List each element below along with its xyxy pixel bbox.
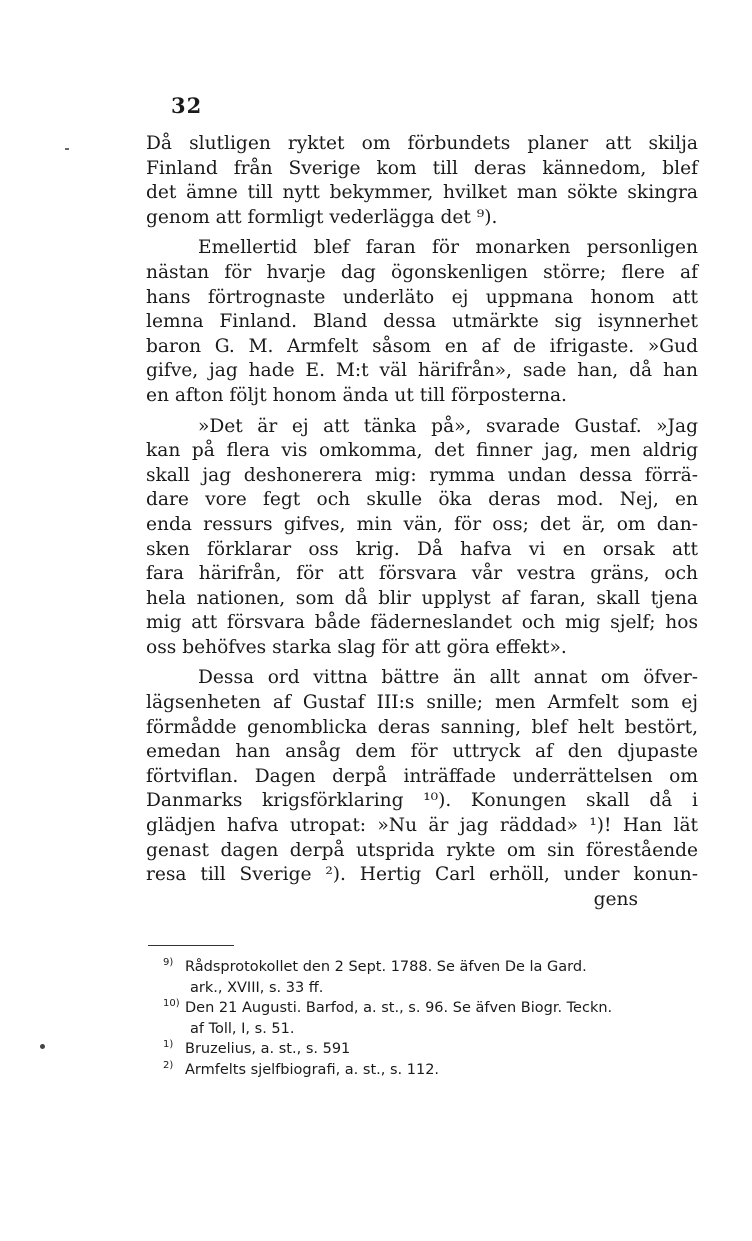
text-line: förtviflan. Dagen derpå inträffade underrättelsen om [146,765,698,787]
text-line: Finland från Sverige kom till deras kännedom, blef [146,157,698,179]
footnote: 9) Rådsprotokollet den 2 Sept. 1788. Se äfven De la Gard. [163,957,587,975]
text-line: kan på flera vis omkomma, det finner jag, men aldrig [146,440,698,462]
text-line: mig att försvara både fäderneslandet och mig sjelf; hos [146,612,698,634]
text-line: gifve, jag hade E. M:t väl härifrån», sade han, då han [146,360,698,382]
text-line: en afton följt honom ända ut till förposterna. [146,384,567,406]
margin-dot [40,1044,45,1049]
text-line: dare vore fegt och skulle öka deras mod. Nej, en [146,489,698,511]
catchword: gens [593,888,638,910]
text-line: Emellertid blef faran för monarken personligen [198,237,698,259]
text-line: oss behöfves starka slag för att göra effekt». [146,636,567,658]
footnote-continuation [163,978,703,999]
footnote-text: Armfelts sjelfbiografi, a. st., s. 112. [185,1061,440,1078]
text-line: lemna Finland. Bland dessa utmärkte sig isynnerhet [146,311,698,333]
text-line: fara härifrån, för att försvara vår vestra gräns, och [146,563,698,585]
footnote: 1) Bruzelius, a. st., s. 591 [163,1039,351,1057]
text-line: det ämne till nytt bekymmer, hvilket man sökte skingra [146,182,698,204]
paragraph [146,415,698,661]
text-line: förmådde genomblicka deras sanning, blef helt bestört, [146,716,698,738]
text-line: Då slutligen ryktet om förbundets planer att skilja [146,133,698,154]
text-line: Danmarks krigsförklaring ¹⁰). Konungen skall då i [146,790,698,812]
text-line: genast dagen derpå utsprida rykte om sin förestående [146,839,698,861]
text-line: enda ressurs gifves, min vän, för oss; det är, om dan- [146,513,698,535]
text-line: lägsenheten af Gustaf III:s snille; men Armfelt som ej [146,692,698,714]
paragraph [146,666,698,912]
footnote-rule [148,945,234,946]
footnote-text: Den 21 Augusti. Barfod, a. st., s. 96. Se äfven Biogr. Teckn. [185,1000,613,1016]
page-number: 32 [171,93,203,118]
text-line: nästan för hvarje dag ögonskenligen större; flere af [146,261,698,283]
text-line: hela nationen, som då blir upplyst af faran, skall tjena [146,587,698,609]
text-line: resa till Sverige ²). Hertig Carl erhöll, under konun- [146,864,698,886]
paragraph [146,236,698,408]
text-line: skall jag deshonerera mig: rymma undan dessa förrä- [146,464,698,486]
footnote: 10) Den 21 Augusti. Barfod, a. st., s. 96. Se äfven Biogr. Teckn. [163,998,613,1016]
footnotes [163,957,703,1080]
text-line: »Det är ej att tänka på», svarade Gustaf. »Jag [198,415,698,437]
text-line: emedan han ansåg dem för uttryck af den djupaste [146,741,698,763]
footnote-text: Rådsprotokollet den 2 Sept. 1788. Se äfven De la Gard. [185,959,587,975]
text-line: glädjen hafva utropat: »Nu är jag räddad» ¹)! Han lät [146,815,698,837]
text-line: hans förtrognaste underläto ej uppmana honom att [146,286,698,308]
footnote-text: ark., XVIII, s. 33 ff. [190,979,324,996]
text-line: genom att formligt vederlägga det ⁹). [146,206,498,228]
footnote: 2) Armfelts sjelfbiografi, a. st., s. 112. [163,1059,440,1078]
footnote-text: Bruzelius, a. st., s. 591 [185,1041,351,1057]
footnote-continuation [163,1019,703,1040]
margin-dash [65,148,69,150]
text-line: Dessa ord vittna bättre än allt annat om öfver- [198,667,698,689]
paragraph [146,132,698,230]
body-text [146,132,698,912]
text-line: sken förklarar oss krig. Då hafva vi en orsak att [146,538,698,560]
text-line: baron G. M. Armfelt såsom en af de ifrigaste. »Gud [146,335,698,357]
footnote-text: af Toll, I, s. 51. [190,1020,295,1037]
